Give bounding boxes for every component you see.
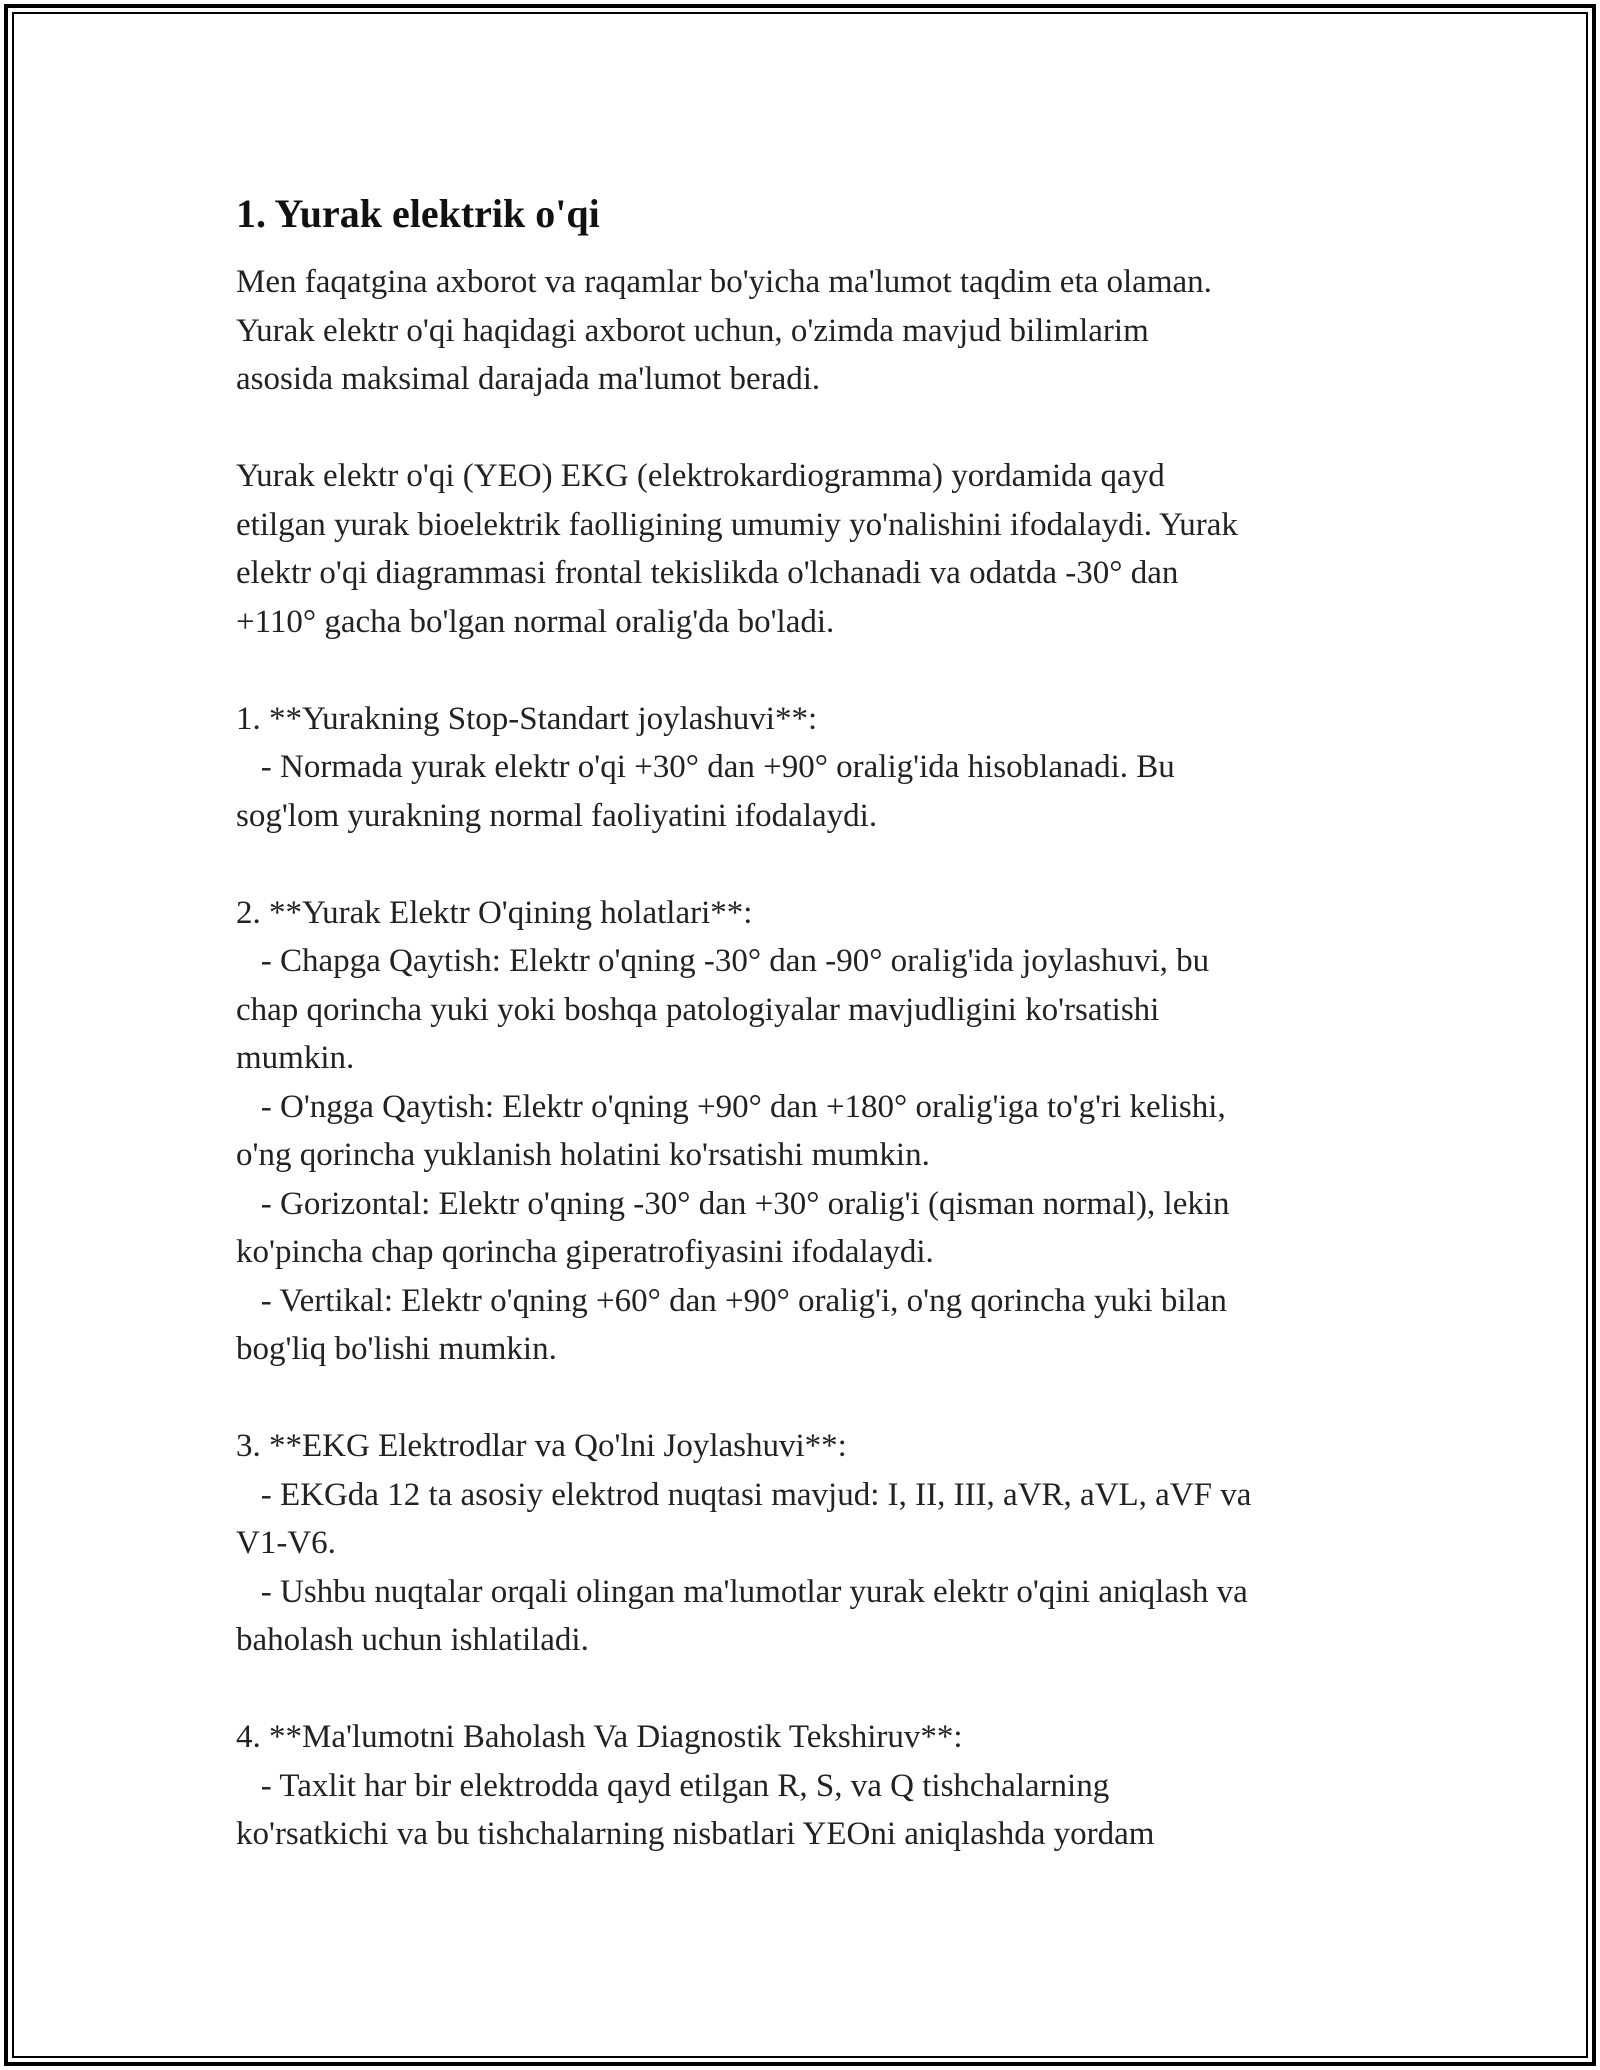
section-4-paragraph: 4. **Ma'lumotni Baholash Va Diagnostik Tekshiruv**: - Taxlit har bir elektrodda qayd etilgan R, S, va Q tishchalarning ko'rsatkichi va bu tishchalarning nisbatlari YEOni aniqlashda yordam (236, 1719, 1155, 1852)
document-body (236, 188, 1386, 1859)
paragraph-spacer (236, 840, 1386, 889)
paragraph-spacer (236, 646, 1386, 695)
intro-paragraph: Men faqatgina axborot va raqamlar bo'yicha ma'lumot taqdim eta olaman. Yurak elektr o'qi haqidagi axborot uchun, o'zimda mavjud bilimlarim asosida maksimal darajada ma'lumot beradi. (236, 264, 1212, 397)
section-1-paragraph: 1. **Yurakning Stop-Standart joylashuvi**: - Normada yurak elektr o'qi +30° dan +90° oralig'ida hisoblanadi. Bu sog'lom yurakning normal faoliyatini ifodalaydi. (236, 700, 1175, 834)
section-3-paragraph: 3. **EKG Elektrodlar va Qo'lni Joylashuvi**: - EKGda 12 ta asosiy elektrod nuqtasi mavjud: I, II, III, aVR, aVL, aVF va V1-V6. - Ushbu nuqtalar orqali olingan ma'lumotlar yurak elektr o'qini aniqlash va baholash uchun ishlatiladi. (236, 1428, 1252, 1658)
definition-paragraph: Yurak elektr o'qi (YEO) EKG (elektrokardiogramma) yordamida qayd etilgan yurak bioelektrik faolligining umumiy yo'nalishini ifodalaydi. Yurak elektr o'qi diagrammasi frontal tekislikda o'lchanadi va odatda -30° dan +110° gacha bo'lgan normal oralig'da bo'ladi. (236, 458, 1238, 640)
section-2-paragraph: 2. **Yurak Elektr O'qining holatlari**: - Chapga Qaytish: Elektr o'qning -30° dan -90° oralig'ida joylashuvi, bu chap qorincha yuki yoki boshqa patologiyalar mavjudligini ko'rsatishi mumkin. - O'ngga Qaytish: Elektr o'qning +90° dan +180° oralig'iga to'g'ri kelishi, o'ng qorincha yuklanish holatini ko'rsatishi mumkin. - Gorizontal: Elektr o'qning -30° dan +30° oralig'i (qisman normal), lekin ko'pincha chap qorincha giperatrofiyasini ifodalaydi. - Vertikal: Elektr o'qning +60° dan +90° oralig'i, o'ng qorincha yuki bilan bog'liq bo'lishi mumkin. (236, 894, 1230, 1367)
document-title: 1. Yurak elektrik o'qi (236, 191, 600, 236)
paragraph-spacer (236, 1665, 1386, 1714)
paragraph-spacer (236, 1374, 1386, 1423)
paragraph-spacer (236, 404, 1386, 453)
